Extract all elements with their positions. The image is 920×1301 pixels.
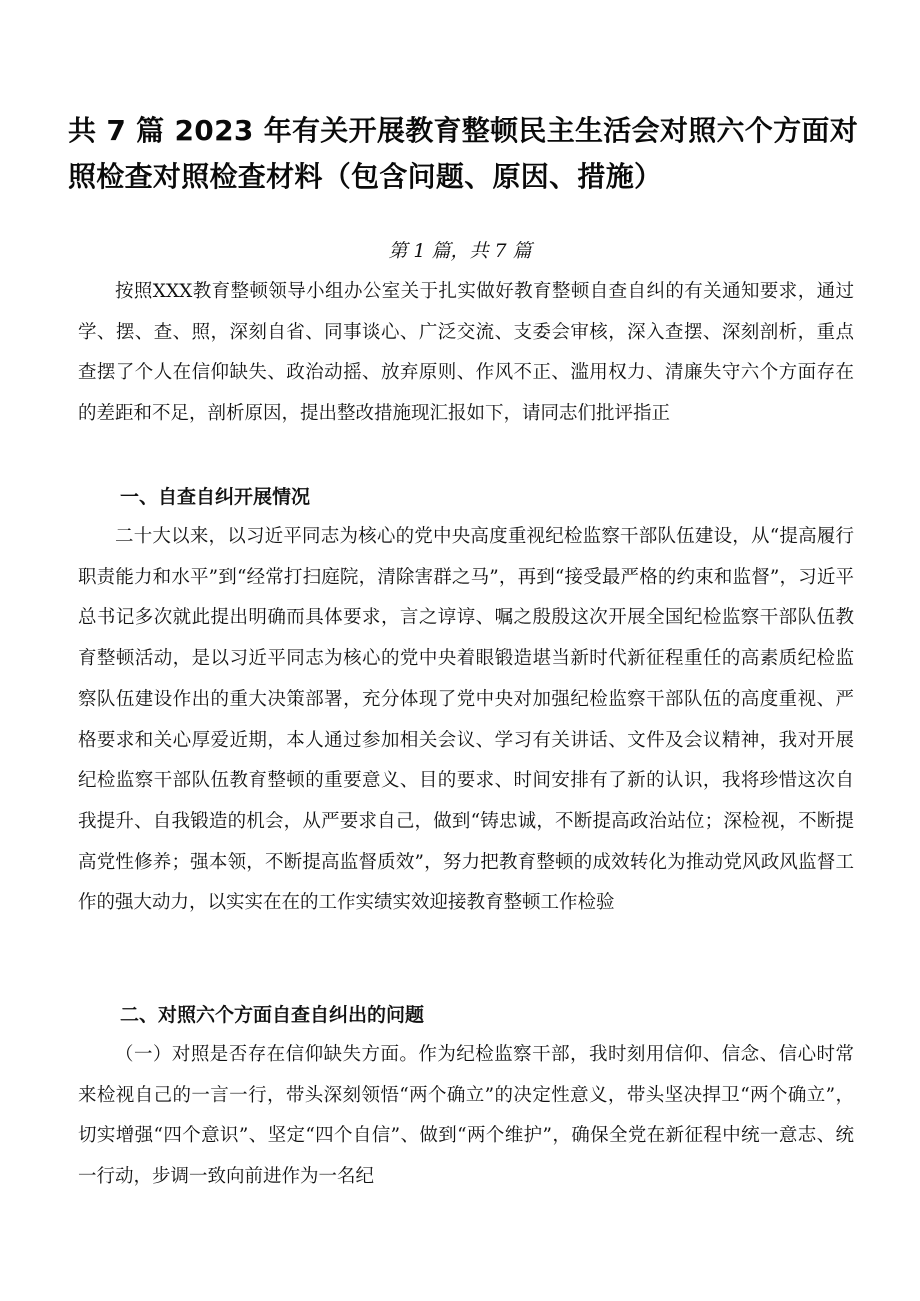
article-number: 第 1 篇，共 7 篇 <box>388 240 532 262</box>
section2-paragraph: （一）对照是否存在信仰缺失方面。作为纪检监察干部，我时刻用信仰、信念、信心时常来检视自己的一言一行，带头深刻领悟“两个确立”的决定性意义，带头坚决捍卫“两个确立”，切实增强“四个意识”、坚定“四个自信”、做到“两个维护”，确保全党在新征程中统一意志、统一行动，步调一致向前进作为一名纪 <box>78 1044 854 1188</box>
section-heading-1: 一、自查自纠开展情况 <box>120 486 311 508</box>
section1-paragraph: 二十大以来，以习近平同志为核心的党中央高度重视纪检监察干部队伍建设，从“提高履行职责能力和水平”到“经常打扫庭院，清除害群之马”，再到“接受最严格的约束和监督”，习近平总书记多次就此提出明确而具体要求，言之谆谆、嘱之殷殷这次开展全国纪检监察干部队伍教育整顿活动，是以习近平同志为核心的党中央着眼锻造堪当新时代新征程重任的高素质纪检监察队伍建设作出的重大决策部署，充分体现了党中央对加强纪检监察干部队伍的高度重视、严格要求和关心厚爱近期，本人通过参加相关会议、学习有关讲话、文件及会议精神，我对开展纪检监察干部队伍教育整顿的重要意义、目的要求、时间安排有了新的认识，我将珍惜这次自我提升、自我锻造的机会，从严要求自己，做到“铸忠诚，不断提高政治站位；深检视，不断提高党性修养；强本领，不断提高监督质效”，努力把教育整顿的成效转化为推动党风政风监督工作的强大动力，以实实在在的工作实绩实效迎接教育整顿工作检验 <box>78 526 854 914</box>
document-title: 共 7 篇 2023 年有关开展教育整顿民主生活会对照六个方面对照检查对照检查材料（包含问题、原因、措施） <box>68 114 859 193</box>
intro-paragraph: 按照XXX教育整顿领导小组办公室关于扎实做好教育整顿自查自纠的有关通知要求，通过学、摆、查、照，深刻自省、同事谈心、广泛交流、支委会审核，深入查摆、深刻剖析，重点查摆了个人在信仰缺失、政治动摇、放弃原则、作风不正、滥用权力、清廉失守六个方面存在的差距和不足，剖析原因，提出整改措施现汇报如下，请同志们批评指正 <box>78 281 854 425</box>
section-heading-2: 二、对照六个方面自查自纠出的问题 <box>120 1004 425 1026</box>
